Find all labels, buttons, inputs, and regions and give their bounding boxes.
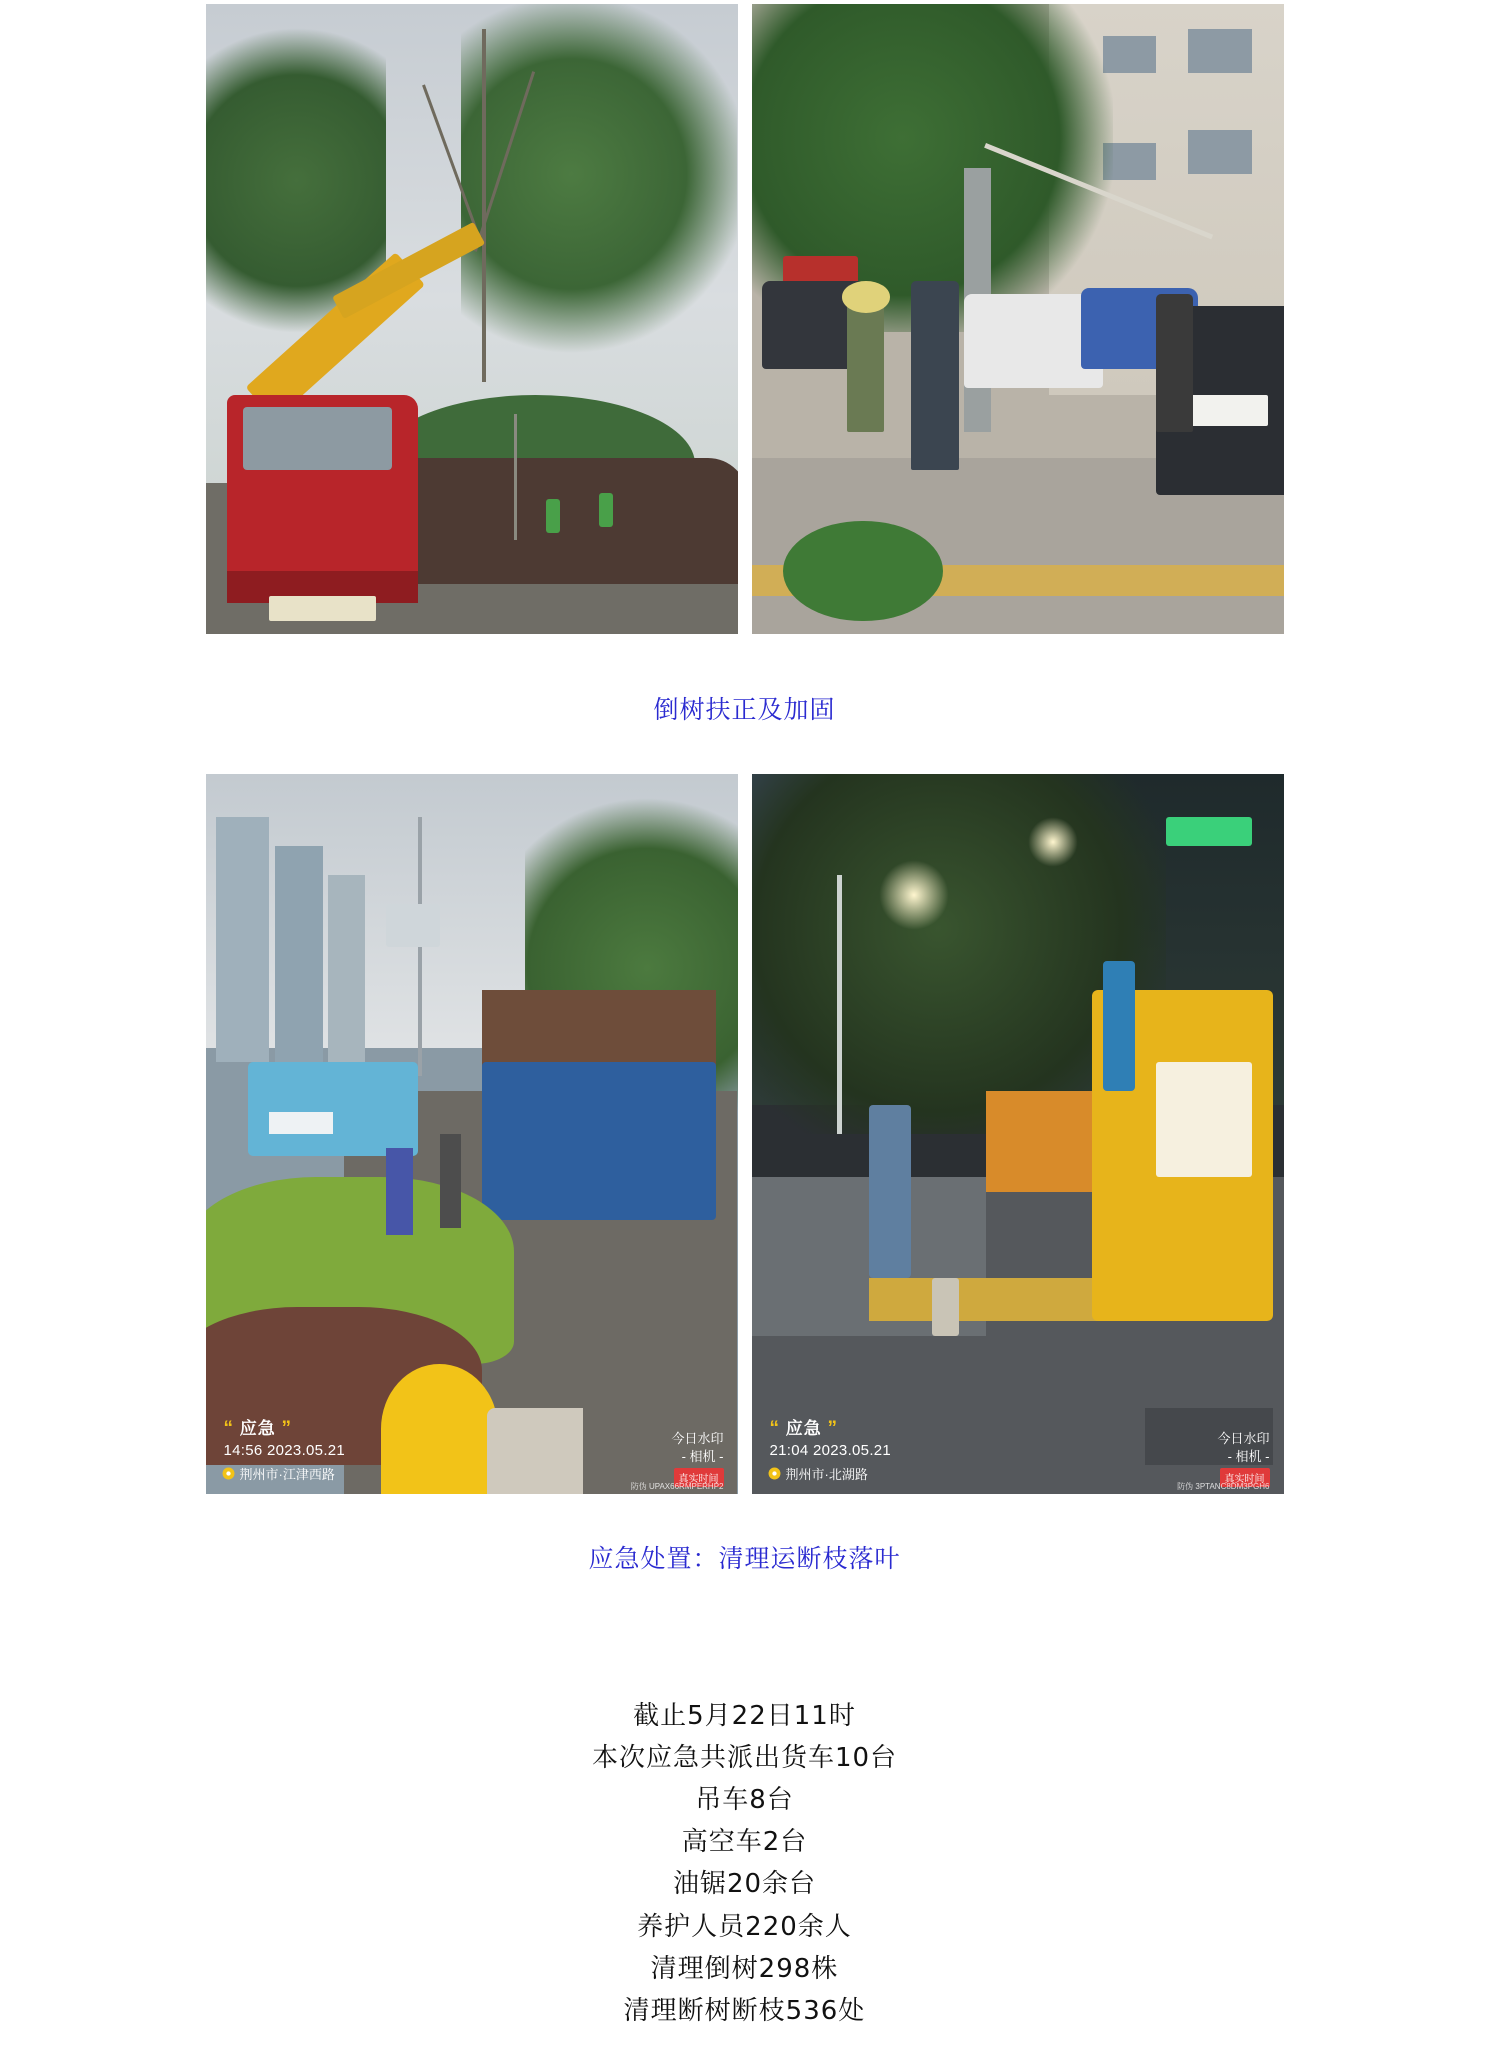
summary-block bbox=[0, 1695, 1489, 2062]
highrise-building-2 bbox=[275, 846, 323, 1062]
street-sign bbox=[386, 904, 439, 947]
street-lamp-glow-2 bbox=[1028, 817, 1078, 867]
summary-line: 本次应急共派出货车10台 bbox=[591, 1743, 898, 1774]
truck-license-plate bbox=[269, 596, 375, 621]
photo-night-lift-truck bbox=[752, 774, 1284, 1494]
photo-row-bottom bbox=[0, 774, 1489, 1494]
summary-line: 吊车8台 bbox=[695, 1785, 794, 1816]
straw-hat bbox=[842, 281, 890, 313]
dump-truck-bed bbox=[482, 1062, 716, 1220]
watermark-brand-line1: 今日水印 bbox=[1217, 1431, 1270, 1446]
tree-trunk bbox=[482, 29, 486, 382]
photo-crane-truck-uprighting-tree bbox=[206, 4, 738, 634]
summary-line: 清理倒树298株 bbox=[650, 1953, 839, 1984]
traffic-cone-bucket bbox=[932, 1278, 959, 1336]
summary-line: 高空车2台 bbox=[681, 1827, 808, 1858]
quote-mark-right-icon: ” bbox=[827, 1418, 838, 1439]
street-pole bbox=[514, 414, 517, 540]
truck-windshield bbox=[243, 407, 392, 470]
watermark-badge: 真实时间 bbox=[674, 1468, 724, 1487]
photo-loading-branches-daytime bbox=[206, 774, 738, 1494]
summary-line: 截止5月22日11时 bbox=[633, 1701, 856, 1731]
worker-standing bbox=[911, 281, 959, 470]
watermark-time: 21:04 2023.05.21 bbox=[769, 1442, 892, 1459]
summary-line: 清理断树断枝536处 bbox=[623, 1995, 866, 2026]
tree-trunk-night bbox=[837, 875, 842, 1134]
worker-right bbox=[1156, 294, 1193, 433]
watermark-serial: 防伪 UPAX66RMPERHP2 bbox=[630, 1482, 724, 1491]
photo-row-top bbox=[0, 4, 1489, 634]
worker-figure-1 bbox=[546, 499, 560, 533]
quote-mark-left-icon: “ bbox=[769, 1418, 780, 1439]
yellow-safety-helmet-foreground bbox=[381, 1364, 498, 1494]
worker-with-umbrella bbox=[869, 1105, 912, 1278]
watermark-label-text: 应急 bbox=[785, 1419, 822, 1438]
watermark-brand-line1: 今日水印 bbox=[671, 1431, 724, 1446]
worker-bending bbox=[386, 1148, 413, 1234]
document-page bbox=[0, 4, 1489, 2062]
city-bus bbox=[248, 1062, 418, 1156]
quote-mark-left-icon: “ bbox=[223, 1418, 234, 1439]
truck-door-panel bbox=[1156, 1062, 1252, 1177]
building-window-3 bbox=[1188, 130, 1252, 174]
watermark-label-text: 应急 bbox=[239, 1419, 276, 1438]
highrise-building-3 bbox=[328, 875, 365, 1062]
worker-standing bbox=[440, 1134, 461, 1228]
worker-with-hat bbox=[847, 294, 884, 433]
photo-workers-bracing-street-tree bbox=[752, 4, 1284, 634]
caption-section-2: 应急处置：清理运断枝落叶 bbox=[588, 1544, 901, 1573]
street-light-pole bbox=[418, 817, 422, 1076]
vehicle-license-plate bbox=[1182, 395, 1267, 427]
watermark-location-text: 荆州市·北湖路 bbox=[785, 1467, 868, 1482]
worker-figure-2 bbox=[599, 493, 613, 527]
bus-license-plate bbox=[269, 1112, 333, 1134]
shop-neon-sign bbox=[1166, 817, 1251, 846]
tarp-bag bbox=[487, 1408, 583, 1494]
tree-bare-branches bbox=[461, 4, 738, 369]
building-window bbox=[1188, 29, 1252, 73]
watermark-brand-line2: - 相机 - bbox=[1227, 1448, 1270, 1464]
cut-branches-pile bbox=[783, 521, 943, 622]
watermark-time: 14:56 2023.05.21 bbox=[223, 1442, 346, 1459]
location-pin-icon bbox=[222, 1467, 235, 1480]
watermark-brand-line2: - 相机 - bbox=[681, 1448, 724, 1464]
summary-line: 油锯20余台 bbox=[672, 1869, 817, 1900]
watermark-serial: 防伪 3PTANC8DM3PGH6 bbox=[1177, 1482, 1270, 1491]
caption-section-1: 倒树扶正及加固 bbox=[653, 695, 836, 724]
watermark-badge: 真实时间 bbox=[1220, 1468, 1270, 1487]
highrise-building-1 bbox=[216, 817, 269, 1062]
watermark-location-text: 荆州市·江津西路 bbox=[239, 1467, 335, 1482]
worker-in-lift-basket bbox=[1103, 961, 1135, 1091]
watermark-location-row bbox=[222, 1464, 335, 1483]
summary-line: 养护人员220余人 bbox=[637, 1911, 852, 1942]
drain-grate bbox=[1145, 1408, 1273, 1466]
quote-mark-right-icon: ” bbox=[281, 1418, 292, 1439]
